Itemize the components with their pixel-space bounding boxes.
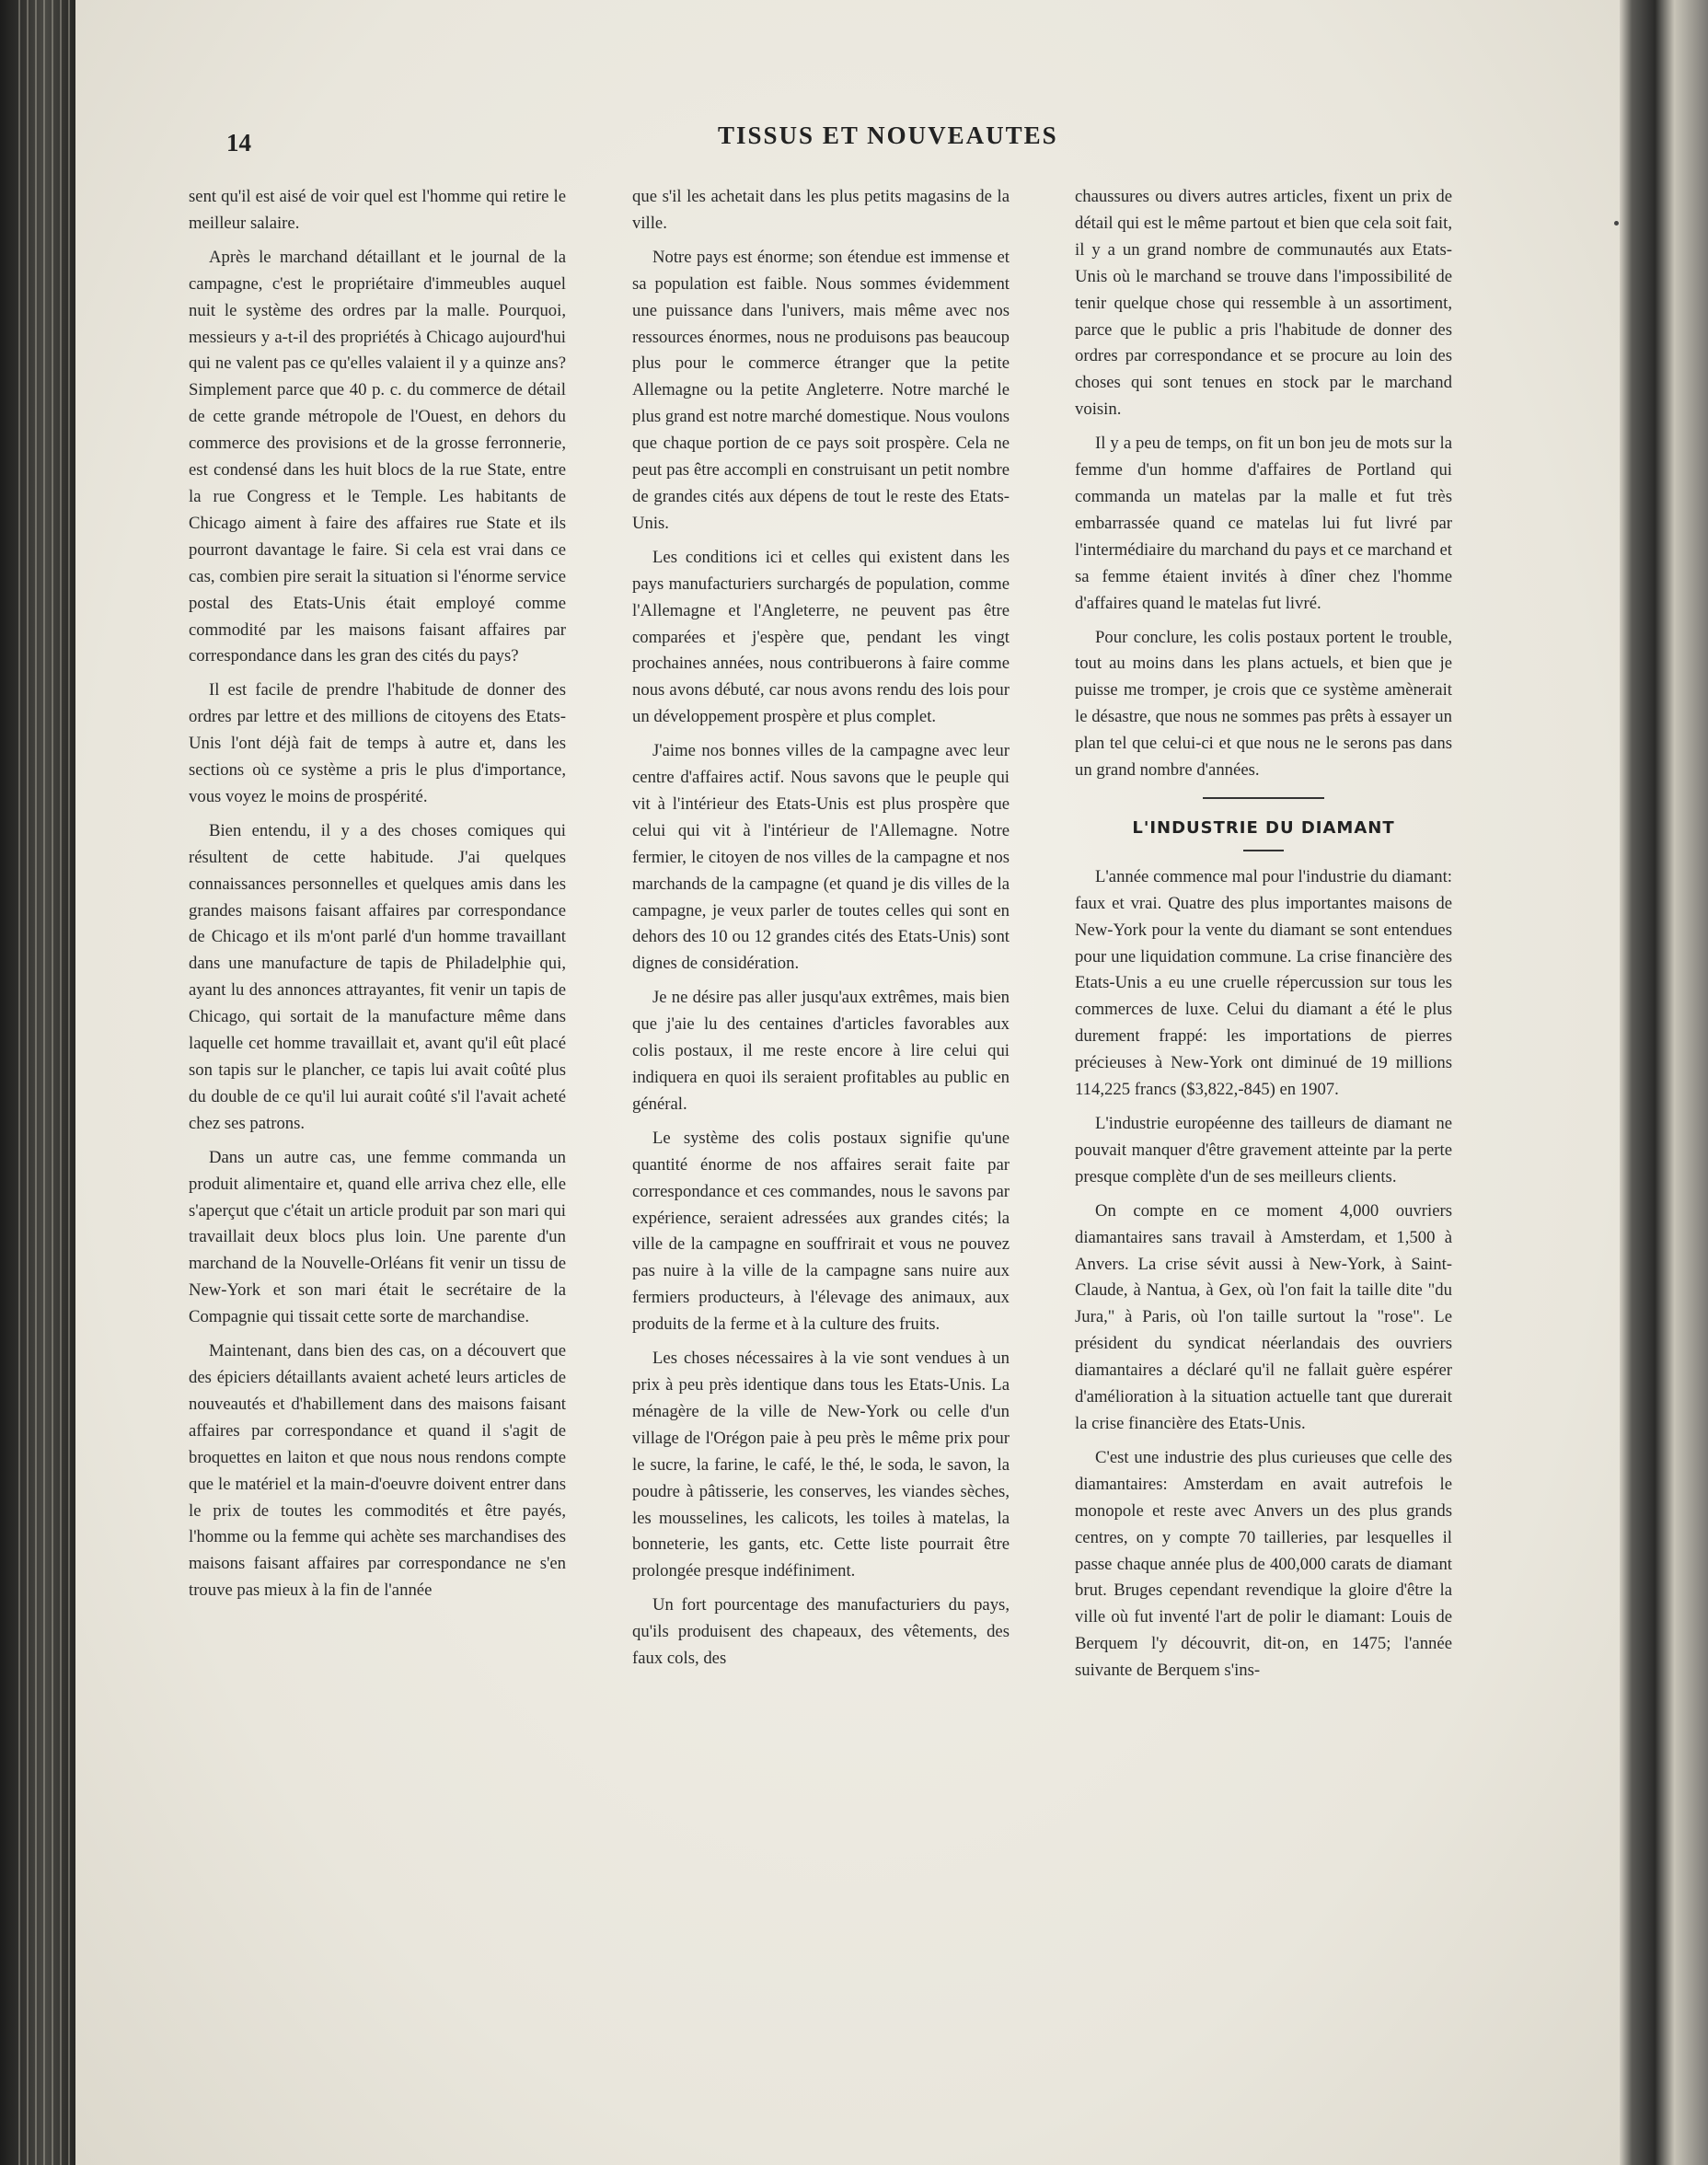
paragraph: que s'il les achetait dans les plus petits magasins de la ville.	[632, 187, 1010, 233]
paragraph: Maintenant, dans bien des cas, on a découvert que des épiciers détaillants avaient acheté leurs articles de nouveautés et d'habillement dans des maisons faisant affaires par correspondance et quand il s'agit de broquettes en laiton et que nous nous rendons compte que le matériel et la main-d'oeuvre doivent entrer dans le prix de toutes les commodités et être payés, l'homme ou la femme qui achète ses marchandises des maisons faisant affaires par correspondance ne s'en trouve pas mieux à la fin de l'année	[189, 1341, 566, 1601]
paragraph: J'aime nos bonnes villes de la campagne avec leur centre d'affaires actif. Nous savons que le peuple qui vit à l'intérieur des Etats-Unis est plus prospère que celui qui vit à l'intérieur de l'Allemagne. Notre fermier, le citoyen de nos villes de la campagne et nos marchands de la campagne (et quand je dis villes de la campagne, je veux parler de toutes celles qui sont en dehors des 10 ou 12 grandes cités des Etats-Unis) sont dignes de considération.	[632, 741, 1010, 974]
paragraph: L'année commence mal pour l'industrie du diamant: faux et vrai. Quatre des plus importantes maisons de New-York pour la vente du diamant se sont entendues pour une liquidation commune. La crise financière des Etats-Unis a eu une cruelle répercussion sur tous les commerces de luxe. Celui du diamant a été le plus durement frappé: les importations de pierres précieuses à New-York ont diminué de 19 millions 114,225 francs ($3,822,-845) en 1907.	[1075, 866, 1452, 1100]
paragraph: Il est facile de prendre l'habitude de donner des ordres par lettre et des millions de citoyens des Etats-Unis l'ont déjà fait de temps à autre et, dans les sections où ce système a pris le plus d'importance, vous voyez le moins de prospérité.	[189, 680, 566, 806]
paragraph: Après le marchand détaillant et le journal de la campagne, c'est le propriétaire d'immeubles auquel nuit le système des ordres par la malle. Pourquoi, messieurs y a-t-il des propriétés à Chicago aujourd'hui qui ne valent pas ce qu'elles valaient il y a quinze ans? Simplement parce que 40 p. c. du commerce de détail de cette grande métropole de l'Ouest, en dehors du commerce des provisions et de la grosse ferronnerie, est condensé dans les huit blocs de la rue State, entre la rue Congress et le Temple. Les habitants de Chicago aiment à faire des affaires rue State et ils pourront davantage le faire. Si cela est vrai dans ce cas, combien pire serait la situation si l'énorme service postal des Etats-Unis était employé comme commodité par les maisons faisant affaires par correspondance dans les gran des cités du pays?	[189, 247, 566, 666]
paragraph: Dans un autre cas, une femme commanda un produit alimentaire et, quand elle arriva chez elle, elle s'aperçut que c'était un article produit par son mari qui travaillait deux blocs plus loin. Une parente d'un marchand de la Nouvelle-Orléans fit venir un tissu de New-York et son mari était le secrétaire de la Compagnie qui tissait cette sorte de marchandise.	[189, 1147, 566, 1327]
page-stack-lines	[18, 0, 75, 2165]
heading-underline	[1243, 850, 1284, 851]
column-2	[632, 184, 1010, 1680]
paragraph: Les conditions ici et celles qui existent dans les pays manufacturiers surchargés de population, comme l'Allemagne et l'Angleterre, ne peuvent pas être comparées et j'espère que, pendant les vingt prochaines années, nous contribuerons à faire comme nous avons débuté, car nous avons rendu des lois pour un développement prospère et plus complet.	[632, 547, 1010, 727]
paragraph: Un fort pourcentage des manufacturiers du pays, qu'ils produisent des chapeaux, des vêtements, des faux cols, des	[632, 1595, 1010, 1669]
paragraph: On compte en ce moment 4,000 ouvriers diamantaires sans travail à Amsterdam, et 1,500 à Anvers. La crise sévit aussi à New-York, à Saint-Claude, à Nantua, à Gex, où l'on fait la taille dite "du Jura," à Paris, où l'on taille surtout la "rose". Le président du syndicat néerlandais des ouvriers diamantaires a déclaré qu'il ne fallait guère espérer d'amélioration à la situation actuelle tant que durerait la crise financière des Etats-Unis.	[1075, 1200, 1452, 1433]
paragraph: Bien entendu, il y a des choses comiques qui résultent de cette habitude. J'ai quelques connaissances personnelles et quelques amis dans les grandes maisons faisant affaires par correspondance de Chicago et ils m'ont parlé d'un homme travaillant dans une manufacture de tapis de Philadelphie qui, ayant lu des annonces attrayantes, fit venir un tapis de Chicago, qui sortait de la manufacture même dans laquelle cet homme travaillait et, avant qu'il eût placé son tapis sur le plancher, ce tapis lui avait coûté plus du double de ce qu'il lui aurait coûté s'il l'avait acheté chez ses patrons.	[189, 820, 566, 1133]
running-head	[147, 122, 1583, 162]
column-1	[189, 184, 566, 1612]
paragraph: Le système des colis postaux signifie qu'une quantité énorme de nos affaires serait faite par correspondance et ces commandes, nous le savons par expérience, seraient adressées aux grandes cités; la ville de la campagne en souffrirait et vous ne pouvez pas nuire à la ville de la campagne sans nuire aux fermiers producteurs, à l'élevage des animaux, aux produits de la ferme et à la culture des fruits.	[632, 1128, 1010, 1335]
paragraph: Il y a peu de temps, on fit un bon jeu de mots sur la femme d'un homme d'affaires de Portland qui commanda un matelas par la malle et fut très embarrassée quand ce matelas lui fut livré par l'intermédiaire du marchand du pays et ce marchand et sa femme étaient invités à dîner chez l'homme d'affaires quand le matelas fut livré.	[1075, 434, 1452, 613]
section-heading: L'INDUSTRIE DU DIAMANT	[1132, 817, 1395, 838]
column-3	[1075, 184, 1452, 1692]
paragraph: L'industrie européenne des tailleurs de diamant ne pouvait manquer d'être gravement atteinte par la perte presque complète d'un de ses meilleurs clients.	[1075, 1114, 1452, 1187]
paragraph: sent qu'il est aisé de voir quel est l'homme qui retire le meilleur salaire.	[189, 187, 566, 233]
page-number: 14	[226, 129, 251, 156]
paragraph: C'est une industrie des plus curieuses que celle des diamantaires: Amsterdam en avait autrefois le monopole et reste avec Anvers un des plus grands centres, on y compte 70 tailleries, par lesquelles il passe chaque année plus de 400,000 carats de diamant brut. Bruges cependant revendique la gloire d'être la ville où fut inventé l'art de polir le diamant: Louis de Berquem l'y découvrit, dit-on, en 1475; l'année suivante de Berquem s'ins-	[1075, 1447, 1452, 1681]
book-right-edge	[1620, 0, 1708, 2165]
paragraph: Pour conclure, les colis postaux portent le trouble, tout au moins dans les plans actuels, et bien que je puisse me tromper, je crois que ce système amènerait le désastre, que nous ne sommes pas prêts à essayer un plan tel que celui-ci et que nous ne le serons pas dans un grand nombre d'années.	[1075, 627, 1452, 781]
paragraph: Notre pays est énorme; son étendue est immense et sa population est faible. Nous sommes évidemment une puissance dans l'univers, mais même avec nos ressources énormes, nous ne produisons pas beaucoup plus pour le commerce étranger que la petite Allemagne ou la petite Angleterre. Notre marché le plus grand est notre marché domestique. Nous voulons que chaque portion de ce pays soit prospère. Cela ne peut pas être accompli en construisant un petit nombre de grandes cités aux dépens de tout le reste des Etats-Unis.	[632, 247, 1010, 533]
section-divider	[1203, 797, 1324, 799]
paragraph: Je ne désire pas aller jusqu'aux extrêmes, mais bien que j'aie lu des centaines d'articles favorables aux colis postaux, il me reste encore à lire celui qui indiquera en quoi ils seraient profitables au public en général.	[632, 988, 1010, 1114]
ink-speck	[1614, 221, 1619, 226]
paragraph: chaussures ou divers autres articles, fixent un prix de détail qui est le même partout et bien que cela soit fait, il y a un grand nombre de communautés aux Etats-Unis où le marchand se trouve dans l'impossibilité de tenir quelque chose qui ressemble à un assortiment, parce que le public a pris l'habitude de donner des ordres par correspondance et se procure au loin des choses qui sont tenues en stock par le marchand voisin.	[1075, 187, 1452, 420]
journal-title: TISSUS ET NOUVEAUTES	[718, 122, 1058, 149]
paragraph: Les choses nécessaires à la vie sont vendues à un prix à peu près identique dans tous les Etats-Unis. La ménagère de la ville de New-York ou celle d'un village de l'Orégon paie à peu près le même prix pour le sucre, la farine, le café, le thé, le soda, le savon, la poudre à pâtisserie, les conserves, les viandes sèches, les mousselines, les calicots, les toiles à matelas, la bonneterie, les gants, etc. Cette liste pourrait être prolongée presque indéfiniment.	[632, 1349, 1010, 1581]
